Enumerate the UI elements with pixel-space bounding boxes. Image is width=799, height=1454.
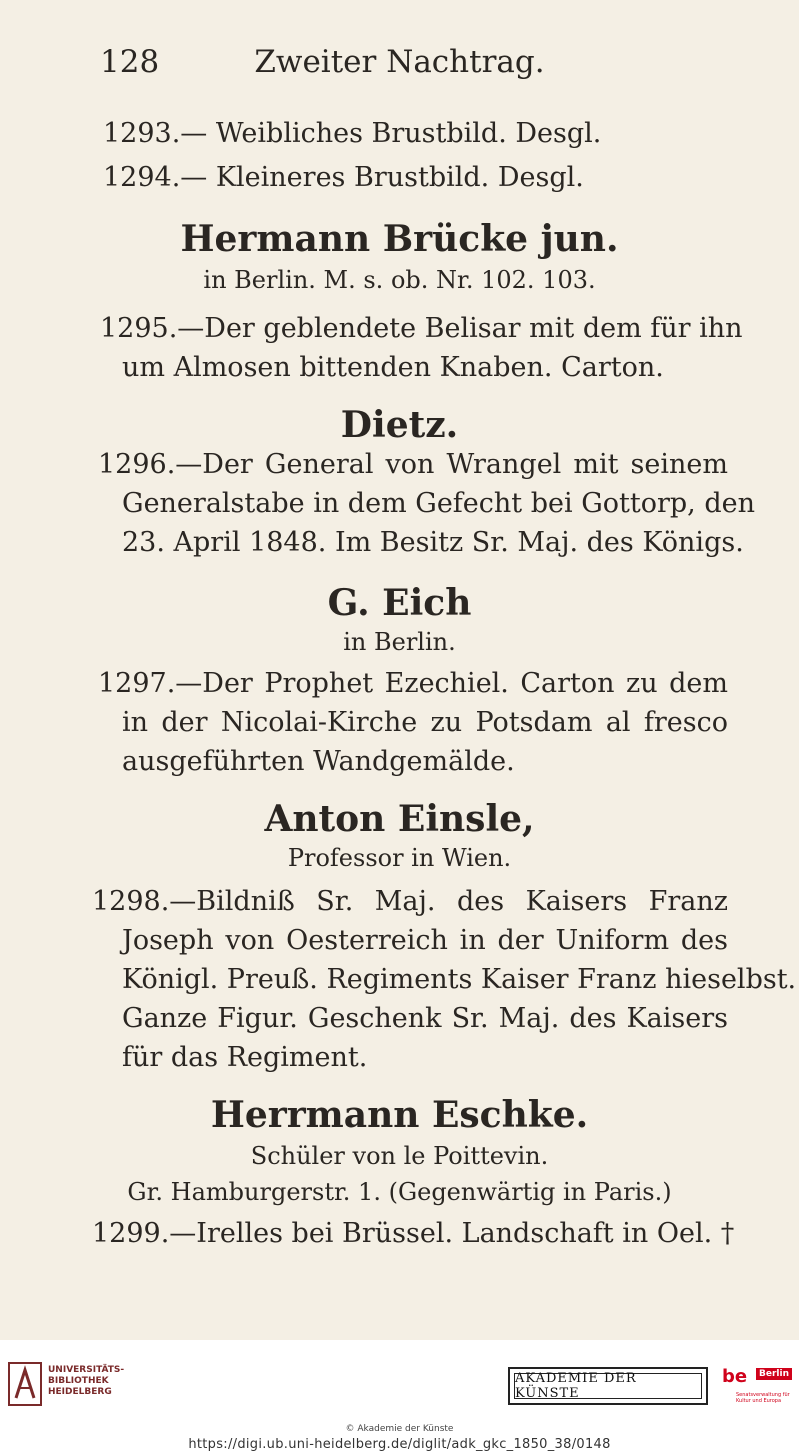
university-library-name: UNIVERSITÄTS- BIBLIOTHEK HEIDELBERG <box>48 1365 125 1397</box>
artist-heading: Anton Einsle, <box>264 798 535 840</box>
entry-1298-line: Ganze Figur. Geschenk Sr. Maj. des Kaisers <box>122 1003 728 1034</box>
artist-heading: Dietz. <box>340 404 459 446</box>
entry-1293: 1293.— Weibliches Brustbild. Desgl. <box>103 118 602 149</box>
akademie-logo[interactable] <box>508 1367 708 1405</box>
entry-1295-line: um Almosen bittenden Knaben. Carton. <box>122 352 664 383</box>
berlin-logo-tag: Berlin <box>756 1368 792 1380</box>
artist-heading: Herrmann Eschke. <box>210 1094 589 1136</box>
artist-subheading: in Berlin. <box>343 628 456 656</box>
artist-address: Gr. Hamburgerstr. 1. (Gegenwärtig in Paris.) <box>127 1178 672 1206</box>
copyright-notice: © Akademie der Künste <box>345 1424 454 1434</box>
entry-1297-line: in der Nicolai-Kirche zu Potsdam al fresco <box>122 707 728 738</box>
entry-1297-line: ausgeführten Wandgemälde. <box>122 746 515 777</box>
running-title: Zweiter Nachtrag. <box>254 44 545 80</box>
berlin-logo-mark: be <box>722 1366 748 1387</box>
entry-1298-line: für das Regiment. <box>122 1042 368 1073</box>
artist-subheading: Professor in Wien. <box>287 844 512 872</box>
berlin-logo-subtitle: Senatsverwaltung für Kultur und Europa <box>736 1392 790 1404</box>
footer-bar <box>0 1340 799 1454</box>
artist-subheading: Schüler von le Poittevin. <box>250 1142 549 1170</box>
entry-1294: 1294.— Kleineres Brustbild. Desgl. <box>103 162 584 193</box>
entry-1298-line: 1298.—Bildniß Sr. Maj. des Kaisers Franz <box>92 886 728 917</box>
entry-1298-line: Joseph von Oesterreich in der Uniform des <box>122 925 728 956</box>
artist-heading: Hermann Brücke jun. <box>180 218 619 260</box>
entry-1296-line: Generalstabe in dem Gefecht bei Gottorp, den <box>122 488 755 519</box>
akademie-label: AKADEMIE DER KÜNSTE <box>514 1373 702 1399</box>
entry-1296-line: 1296.—Der General von Wrangel mit seinem <box>98 449 728 480</box>
entry-1297-line: 1297.—Der Prophet Ezechiel. Carton zu dem <box>98 668 728 699</box>
artist-heading: G. Eich <box>327 582 472 624</box>
berlin-senate-logo[interactable] <box>720 1364 790 1408</box>
university-seal-icon <box>8 1362 42 1406</box>
entry-1296-line: 23. April 1848. Im Besitz Sr. Maj. des Königs. <box>122 527 744 558</box>
entry-1298-line: Königl. Preuß. Regiments Kaiser Franz hieselbst. <box>122 964 797 995</box>
artist-subheading: in Berlin. M. s. ob. Nr. 102. 103. <box>203 266 596 294</box>
entry-1295-line: 1295.—Der geblendete Belisar mit dem für ihn <box>100 313 743 344</box>
page-number: 128 <box>100 44 160 80</box>
entry-1299: 1299.—Irelles bei Brüssel. Landschaft in Oel. † <box>92 1218 735 1249</box>
university-library-logo[interactable] <box>8 1362 128 1408</box>
source-url[interactable]: https://digi.ub.uni-heidelberg.de/diglit/adk_gkc_1850_38/0148 <box>188 1437 611 1452</box>
